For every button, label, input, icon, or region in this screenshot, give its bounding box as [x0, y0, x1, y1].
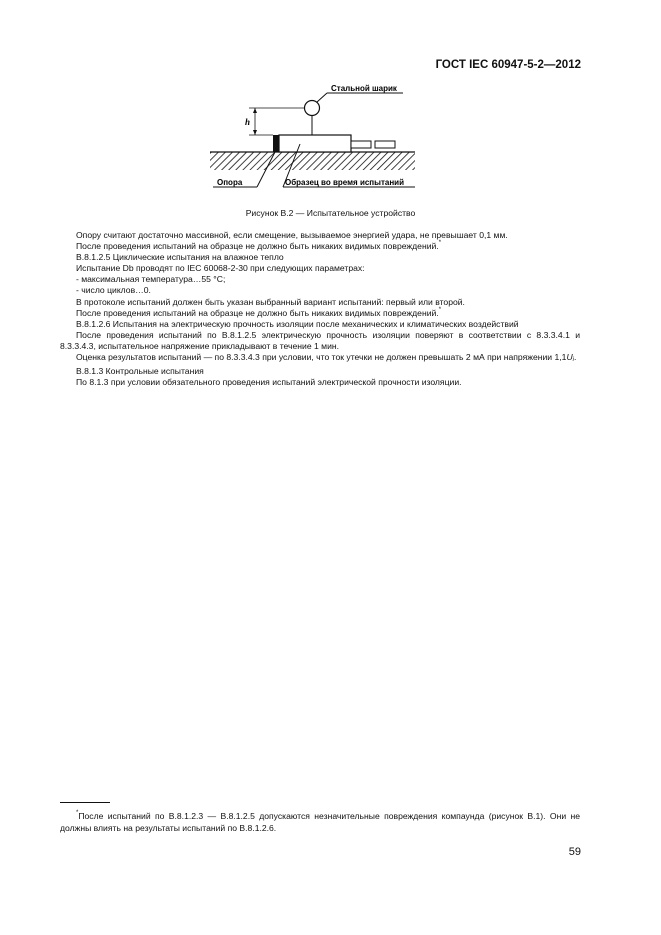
paragraph: Оценка результатов испытаний — по 8.3.3.4.3 при условии, что ток утечки не должен превышать 2 мА при напряжении 1,1Ui.	[76, 352, 577, 364]
support-block	[273, 135, 279, 152]
footnote-text: *После испытаний по В.8.1.2.3 — В.8.1.2.5 допускаются незначительные повреждения компаунда (рисунок В.1). Они не должны влиять на результаты испытаний по В.8.1.2.6.	[60, 810, 580, 833]
body-text	[60, 230, 580, 388]
footnote-divider	[60, 802, 110, 803]
section-heading: В.8.1.2.6 Испытания на электрическую прочность изоляции после механических и климатических воздействий	[76, 318, 519, 329]
dim-h-label: h	[245, 117, 251, 127]
paragraph: В протоколе испытаний должен быть указан выбранный вариант испытаний: первый или второй.	[76, 296, 465, 307]
section-heading: В.8.1.3 Контрольные испытания	[76, 366, 204, 377]
footnote-mark: *	[76, 810, 79, 816]
paragraph: После проведения испытаний на образце не должно быть никаких видимых повреждений.*	[76, 306, 442, 318]
footnote	[60, 810, 580, 834]
ball-label: Стальной шарик	[331, 84, 397, 93]
voltage-subscript: i	[572, 357, 575, 364]
support-label: Опора	[217, 178, 243, 187]
test-device-diagram	[205, 80, 435, 200]
footnote-ref: *	[438, 240, 442, 247]
list-item: - максимальная температура…55 °С;	[76, 274, 226, 285]
paragraph: Испытание Db проводят по IEC 60068-2-30 при следующих параметрах:	[76, 263, 365, 274]
ball-leader	[317, 93, 327, 102]
paragraph: По 8.1.3 при условии обязательного проведения испытаний электрической прочности изоляции.	[76, 377, 462, 388]
dim-arrow-up-icon	[253, 108, 257, 113]
section-heading: В.8.1.2.5 Циклические испытания на влажное тепло	[76, 252, 284, 263]
test-device-figure	[205, 80, 435, 200]
paragraph: После проведения испытаний по В.8.1.2.5 электрическую прочность изоляции поверяют в соответствии с 8.3.3.4.1 и 8.3.3.4.3, испытательное напряжение прикладывают в течение 1 мин.	[60, 329, 580, 351]
voltage-symbol: U	[566, 352, 573, 363]
document-header: ГОСТ IEC 60947-5-2—2012	[435, 59, 581, 71]
steel-ball-icon	[305, 101, 320, 116]
sample-label: Образец во время испытаний	[285, 178, 405, 187]
dim-arrow-down-icon	[253, 130, 257, 135]
ground-hatch	[210, 152, 415, 170]
sample-connector	[351, 141, 371, 148]
paragraph: Опору считают достаточно массивной, если смещение, вызываемое энергией удара, не превышает 0,1 мм.	[76, 230, 508, 240]
page-number: 59	[568, 846, 581, 858]
list-item: - число циклов…0.	[76, 285, 151, 296]
figure-caption: Рисунок В.2 — Испытательное устройство	[245, 208, 416, 218]
sample-body	[279, 135, 351, 152]
footnote-ref: *	[438, 306, 442, 313]
paragraph: После проведения испытаний на образце не должно быть никаких видимых повреждений.*	[76, 240, 442, 252]
sample-cable	[375, 141, 395, 148]
